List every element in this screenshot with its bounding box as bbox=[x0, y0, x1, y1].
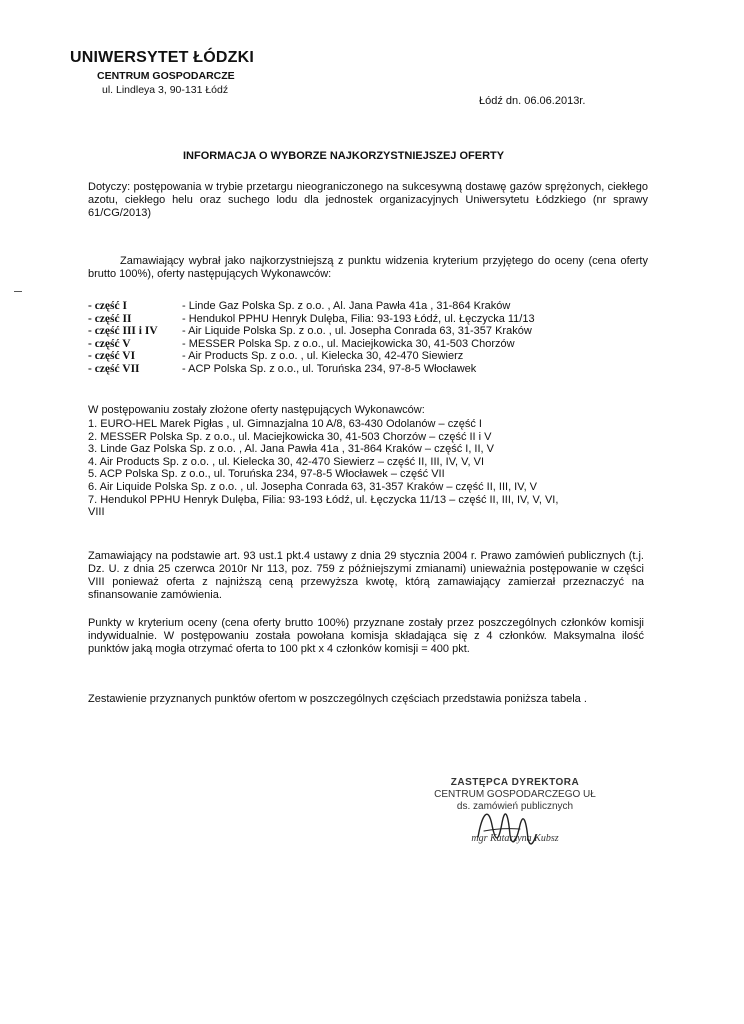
part-row bbox=[88, 350, 648, 363]
part-row bbox=[88, 338, 648, 351]
part-label: - część III i IV bbox=[88, 325, 158, 337]
offer-item: 4. Air Products Sp. z o.o. , ul. Kielecka 30, 42-470 Siewierz – część II, III, IV, V, VI bbox=[88, 455, 484, 468]
offer-item: 1. EURO-HEL Marek Pigłas , ul. Gimnazjalna 10 A/8, 63-430 Odolanów – część I bbox=[88, 418, 482, 430]
offers-intro: W postępowaniu zostały złożone oferty następujących Wykonawców: bbox=[88, 404, 425, 416]
part-contractor: - Hendukol PPHU Henryk Dulęba, Filia: 93-193 Łódź, ul. Łęczycka 11/13 bbox=[182, 312, 535, 325]
subject-paragraph: Dotyczy: postępowania w trybie przetargu nieograniczonego na sukcesywną dostawę gazów sprężonych, ciekłego azotu, ciekłego helu oraz suchego lodu dla jednostek organizacyjnych Uniwersytetu Łódzkiego (nr sprawy 61/CG/2013) bbox=[88, 181, 648, 219]
stamp-line: CENTRUM GOSPODARCZEGO UŁ bbox=[434, 789, 596, 800]
part-label: - część I bbox=[88, 300, 127, 312]
offer-item: 2. MESSER Polska Sp. z o.o., ul. Maciejkowicka 30, 41-503 Chorzów – część II i V bbox=[88, 430, 492, 443]
part-contractor: - Linde Gaz Polska Sp. z o.o. , Al. Jana Pawła 41a , 31-864 Kraków bbox=[182, 300, 511, 312]
offer-item: 6. Air Liquide Polska Sp. z o.o. , ul. Josepha Conrada 63, 31-357 Kraków – część II, III, IV, V bbox=[88, 480, 538, 493]
summary-paragraph: Zestawienie przyznanych punktów ofertom w poszczególnych częściach przedstawia poniższa tabela . bbox=[88, 693, 587, 705]
stamp-title: ZASTĘPCA DYREKTORA bbox=[450, 777, 580, 788]
part-contractor: - Air Products Sp. z o.o. , ul. Kielecka 30, 42-470 Siewierz bbox=[182, 350, 464, 362]
part-label: - część VII bbox=[88, 362, 140, 375]
document-date: Łódź dn. 06.06.2013r. bbox=[479, 95, 586, 107]
part-row bbox=[88, 325, 648, 338]
winning-parts-list bbox=[88, 300, 648, 375]
handwritten-signature bbox=[470, 795, 540, 855]
offer-item: 5. ACP Polska Sp. z o.o., ul. Toruńska 234, 97-8-5 Włocławek – część VII bbox=[88, 468, 445, 481]
part-row bbox=[88, 363, 648, 376]
intro-paragraph: Zamawiający wybrał jako najkorzystniejszą z punktu widzenia kryterium przyjętego do oceny (cena oferty brutto 100%), oferty następujących Wykonawców: bbox=[88, 255, 648, 280]
part-contractor: - ACP Polska Sp. z o.o., ul. Toruńska 234, 97-8-5 Włocławek bbox=[182, 362, 477, 375]
centre-name: CENTRUM GOSPODARCZE bbox=[97, 70, 235, 82]
stamp-line: ds. zamówień publicznych bbox=[456, 801, 574, 812]
part-label: - część VI bbox=[88, 350, 136, 362]
part-row bbox=[88, 313, 648, 326]
offer-item: 3. Linde Gaz Polska Sp. z o.o. , Al. Jana Pawła 41a , 31-864 Kraków – część I, II, V bbox=[88, 443, 494, 456]
part-label: - część II bbox=[88, 312, 132, 325]
offers-list bbox=[88, 418, 648, 519]
legal-basis-paragraph: Zamawiający na podstawie art. 93 ust.1 pkt.4 ustawy z dnia 29 stycznia 2004 r. Prawo zamówień publicznych (t.j. Dz. U. z dnia 25 czerwca 2010r Nr 113, poz. 759 z późniejszymi zmianami) unieważnia postępowanie w części VIII ponieważ oferta z najniższą ceną przewyższa kwotę, którą zamawiający zamierzał przeznaczyć na sfinansowanie zamówienia. bbox=[88, 550, 644, 601]
margin-dash-mark bbox=[14, 291, 22, 292]
part-contractor: - MESSER Polska Sp. z o.o., ul. Maciejkowicka 30, 41-503 Chorzów bbox=[182, 337, 515, 350]
stamp-name: mgr Katarzyna Kubsz bbox=[471, 833, 559, 844]
part-label: - część V bbox=[88, 337, 131, 350]
points-paragraph: Punkty w kryterium oceny (cena oferty brutto 100%) przyznane zostały przez poszczególnych członków komisji indywidualnie. W postępowaniu została powołana komisja składająca się z 4 członków. Maksymalna ilość punktów jaką mogła otrzymać oferta to 100 pkt x 4 członków komisji = 400 pkt. bbox=[88, 617, 644, 655]
offer-item-continuation: VIII bbox=[88, 506, 105, 519]
part-row bbox=[88, 300, 648, 313]
document-title: INFORMACJA O WYBORZE NAJKORZYSTNIEJSZEJ OFERTY bbox=[183, 150, 505, 162]
centre-address: ul. Lindleya 3, 90-131 Łódź bbox=[102, 84, 229, 96]
offer-item: 7. Hendukol PPHU Henryk Dulęba, Filia: 93-193 Łódź, ul. Łęczycka 11/13 – część II, III, IV, V, VI, bbox=[88, 493, 559, 506]
part-contractor: - Air Liquide Polska Sp. z o.o. , ul. Josepha Conrada 63, 31-357 Kraków bbox=[182, 325, 532, 337]
university-name: UNIWERSYTET ŁÓDZKI bbox=[70, 49, 255, 66]
